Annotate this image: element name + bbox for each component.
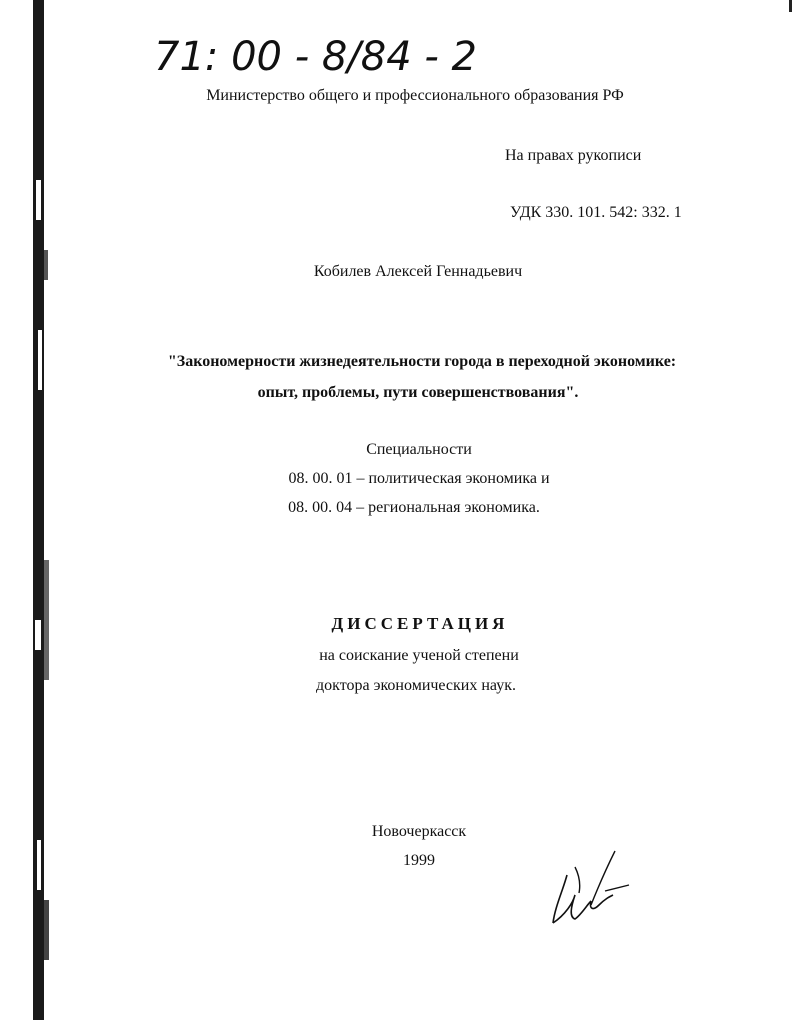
udc-code: УДК 330. 101. 542: 332. 1 bbox=[510, 204, 682, 221]
city: Новочеркасск bbox=[371, 823, 467, 840]
year: 1999 bbox=[403, 852, 435, 869]
title-line-2: опыт, проблемы, пути совершенствования". bbox=[257, 384, 579, 401]
scan-edge-left bbox=[0, 0, 50, 1020]
specialties-heading: Специальности bbox=[366, 441, 472, 458]
ministry-line: Министерство общего и профессионального образования РФ bbox=[206, 87, 624, 104]
dissertation-line-1: на соискание ученой степени bbox=[319, 647, 519, 664]
scan-edge-right bbox=[785, 0, 793, 1020]
svg-text:71: 00 - 8/84 - 2: 71: 00 - 8/84 - 2 bbox=[154, 34, 477, 80]
specialty-item-2: 08. 00. 04 – региональная экономика. bbox=[288, 499, 540, 516]
signature bbox=[545, 845, 635, 930]
dissertation-heading: ДИССЕРТАЦИЯ bbox=[331, 614, 509, 633]
specialty-item-1: 08. 00. 01 – политическая экономика и bbox=[288, 470, 550, 487]
title-line-1: "Закономерности жизнедеятельности города в переходной экономике: bbox=[167, 353, 677, 370]
dissertation-line-2: доктора экономических наук. bbox=[316, 677, 516, 694]
author-name: Кобилев Алексей Геннадьевич bbox=[313, 263, 523, 280]
rights-note: На правах рукописи bbox=[505, 147, 642, 164]
archive-number-handwriting bbox=[150, 22, 480, 84]
